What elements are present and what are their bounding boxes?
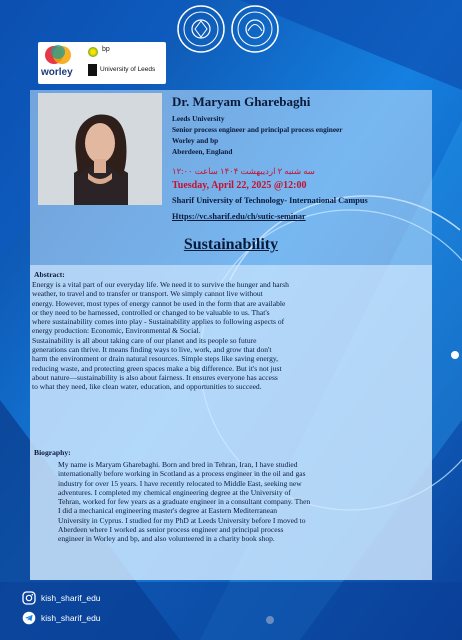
- talk-topic: Sustainability: [183, 236, 279, 253]
- international-campus-seal-icon: [230, 4, 280, 54]
- bp-logo-icon: [88, 47, 98, 57]
- sponsor-logos: [38, 42, 166, 84]
- event-venue: Sharif University of Technology- International Campus: [172, 196, 368, 205]
- telegram-icon: [22, 611, 36, 625]
- abstract-line: or they need to be harnessed, controlled or changed to be valuable to us. That's: [32, 307, 270, 317]
- instagram-icon: [22, 591, 36, 605]
- biography-line: My name is Maryam Gharebaghi. Born and bred in Tehran, Iran, I have studied: [58, 460, 298, 469]
- speaker-university: Leeds University: [172, 114, 225, 123]
- speaker-photo: [38, 93, 162, 205]
- biography-line: Tehran, worked for few years as a graduate engineer in a consultant company. Then: [58, 497, 311, 507]
- event-date-persian: سه شنبه ۲ اردیبهشت ۱۴۰۴ ساعت ۱۲:۰۰: [172, 166, 315, 176]
- biography-line: adventures. I completed my chemical engineering degree at the University of: [58, 487, 291, 497]
- telegram-text: kish_sharif_edu: [41, 613, 101, 623]
- worley-logo-text: worley: [41, 67, 73, 78]
- telegram-handle[interactable]: [22, 611, 101, 625]
- abstract-line: reducing waste, and protecting green spaces make a big difference. But it's not just: [32, 363, 282, 373]
- speaker-location: Aberdeen, England: [172, 147, 233, 156]
- speaker-position: Senior process engineer and principal process engineer: [172, 125, 343, 134]
- speaker-name: Dr. Maryam Gharebaghi: [172, 94, 311, 109]
- biography-line: engineer in Worley and bp, and also volunteered in a charity book shop.: [58, 534, 275, 544]
- abstract-line: generations can thrive. It means finding ways to live, work, and grow that don't: [32, 345, 272, 355]
- abstract-line: Energy is a vital part of our everyday life. We need it to survive the hunger and harsh: [32, 280, 289, 289]
- worley-logo-icon: [42, 44, 78, 66]
- seminar-link[interactable]: Https://vc.sharif.edu/ch/sutic-seminar: [172, 212, 306, 221]
- abstract-line: to what they need, like clean water, education, and opportunities to succeed.: [32, 382, 262, 392]
- bp-logo-text: bp: [102, 46, 110, 53]
- speaker-company: Worley and bp: [172, 136, 219, 145]
- biography-text: [58, 460, 402, 544]
- biography-line: internationally before working in Scotland as a process engineer in the oil and gas: [58, 469, 306, 479]
- abstract-line: about nature—sustainability is also about fairness. It ensures everyone has access: [32, 372, 278, 382]
- abstract-line: energy production: Economic, Environmental & Social.: [32, 326, 201, 336]
- abstract-line: weather, to travel and to transfer or transport. We simply cannot live without: [32, 289, 263, 299]
- abstract-heading: Abstract:: [34, 270, 65, 279]
- leeds-logo-icon: [88, 64, 97, 76]
- abstract-line: harm the environment or drain natural resources. Simple steps like saving energy,: [32, 354, 279, 364]
- instagram-handle[interactable]: [22, 591, 101, 605]
- biography-heading: Biography:: [34, 448, 71, 457]
- sharif-seal-icon: [176, 4, 226, 54]
- event-date: Tuesday, April 22, 2025 @12:00: [172, 180, 307, 191]
- biography-line: I did a mechanical engineering master's degree at Eastern Mediterranean: [58, 506, 278, 516]
- instagram-text: kish_sharif_edu: [41, 593, 101, 603]
- biography-line: Aberdeen where I worked as senior process engineer and principal process: [58, 525, 284, 535]
- biography-line: industry for over 15 years. I have recently relocated to Middle East, seeking new: [58, 478, 302, 488]
- abstract-line: energy. However, most types of energy cannot be used in the form that are available: [32, 298, 286, 308]
- biography-line: University in Cyprus. I studied for my PhD at Leeds University before I moved to: [58, 515, 306, 525]
- abstract-line: where sustainability comes into play - Sustainability applies to following aspects of: [32, 317, 285, 327]
- leeds-logo-text: University of Leeds: [100, 66, 156, 73]
- abstract-line: Sustainability is all about taking care of our planet and its people so future: [32, 335, 257, 345]
- abstract-text: [32, 280, 428, 392]
